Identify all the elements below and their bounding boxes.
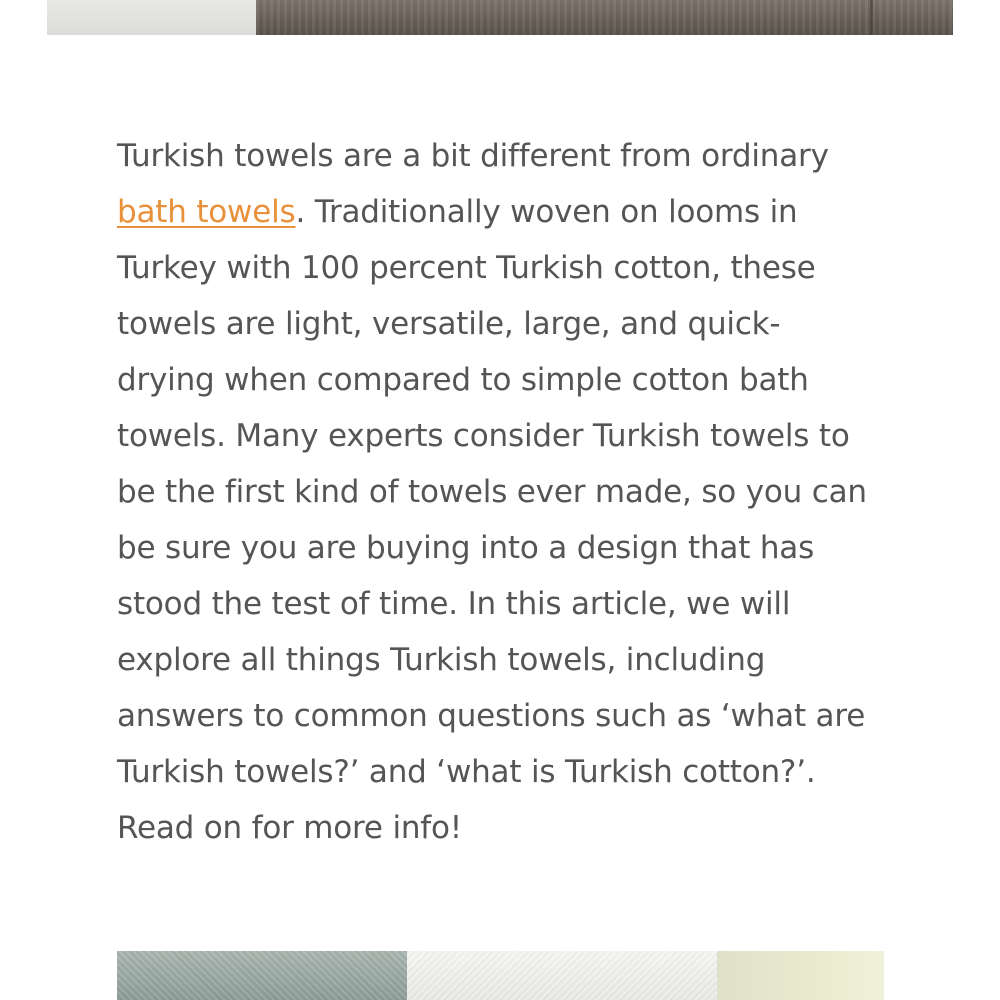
towels-image	[117, 951, 884, 1000]
intro-text-before-link: Turkish towels are a bit different from ordinary	[117, 138, 829, 174]
article-intro-paragraph	[117, 128, 877, 856]
hero-image	[47, 0, 953, 35]
hero-image-seam	[870, 0, 873, 35]
towels-image-white-towel	[407, 951, 717, 1000]
intro-text-after-link: . Traditionally woven on looms in Turkey with 100 percent Turkish cotton, these towels are light, versatile, large, and quick-drying when compared to simple cotton bath towels. Many experts consider Turkish towels to be the first kind of towels ever made, so you can be sure you are buying into a design that has stood the test of time. In this article, we will explore all things Turkish towels, including answers to common questions such as ‘what are Turkish towels?’ and ‘what is Turkish cotton?’. Read on for more info!	[117, 194, 867, 846]
hero-image-wood-area	[256, 0, 953, 35]
hero-image-towel-area	[47, 0, 256, 35]
bath-towels-link[interactable]: bath towels	[117, 194, 296, 230]
towels-image-green-towel	[117, 951, 407, 1000]
towels-image-background	[717, 951, 884, 1000]
